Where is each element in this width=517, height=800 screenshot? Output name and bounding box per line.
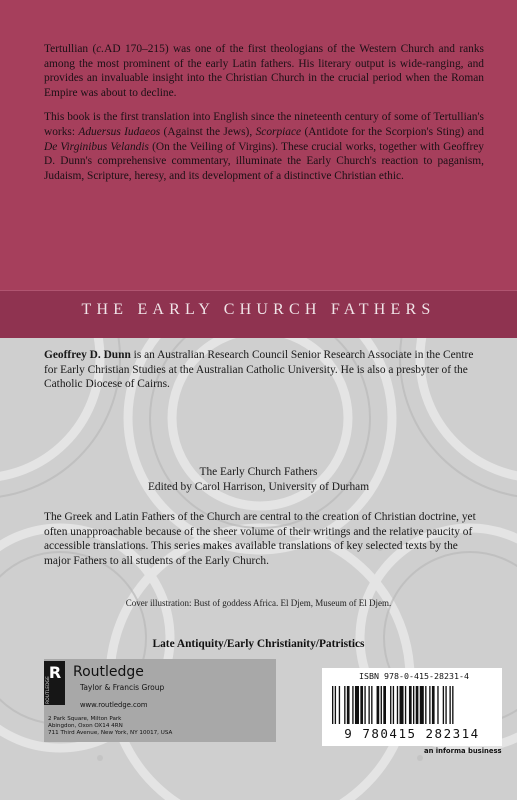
barcode-bar [437, 686, 438, 724]
publisher-address [48, 716, 172, 737]
barcode-bar [335, 686, 336, 724]
barcode-bar [405, 686, 406, 724]
barcode-bar [355, 686, 359, 724]
barcode-bar [397, 686, 398, 724]
publisher-url: www.routledge.com [80, 701, 148, 709]
barcode-bar [371, 686, 372, 724]
isbn-label: ISBN 978-0-415-28231-4 [359, 671, 469, 681]
work-title: De Virginibus Velandis [44, 140, 149, 153]
author-name: Geoffrey D. Dunn [44, 349, 131, 361]
series-band-title: THE EARLY CHURCH FATHERS [81, 301, 436, 318]
barcode-bar [445, 686, 446, 724]
barcode-bar [443, 686, 444, 724]
series-name: The Early Church Fathers [199, 466, 318, 478]
circa-abbr: c. [96, 43, 105, 55]
publisher-group: Taylor & Francis Group [80, 683, 165, 692]
address-line: 711 Third Avenue, New York, NY 10017, USA [48, 730, 173, 736]
barcode-bar [352, 686, 353, 724]
barcode-bar [364, 686, 365, 724]
subject-category: Late Antiquity/Early Christianity/Patristics [152, 638, 365, 650]
barcode-bar [360, 686, 363, 724]
barcode-bar [381, 686, 382, 724]
address-line: 2 Park Square, Milton Park [48, 716, 122, 722]
barcode-bar [368, 686, 369, 724]
address-line: Abingdon, Oxon OX14 4RN [48, 723, 123, 729]
cover-illustration-credit: Cover illustration: Bust of goddess Africa. El Djem, Museum of El Djem. [125, 598, 392, 608]
intro-text [44, 42, 484, 193]
series-editor: Edited by Carol Harrison, University of Durham [147, 481, 370, 493]
barcode-bar [339, 686, 340, 724]
work-title: Aduersus Iudaeos [78, 125, 161, 138]
series-description: The Greek and Latin Fathers of the Church are central to the creation of Christian doctrine, yet often unapproachable because of the sheer volume of their writings and the relative paucity of accessible translations. This series makes available translations of key selected texts by the major Fathers to all students of the Early Church. [44, 511, 476, 567]
barcode-bar [425, 686, 426, 724]
barcode-bar [390, 686, 391, 724]
intro-paragraph-1: Tertullian (c.AD 170–215) was one of the first theologians of the Western Church and ranks among the most prominent of the early Latin fathers. His literary output is wide-ranging, and provides an invaluable insight into the Christian Church in the crucial period when the Roman Empire was about to decline. [44, 43, 484, 99]
barcode-bar [452, 686, 453, 724]
intro-paragraph-2: This book is the first translation into English since the nineteenth century of some of Tertullian's works: Aduersus Iudaeos (Against the Jews), Scorpiace (Antidote for the Scorpion's Sting) and De Virginibus Velandis (On the Veiling of Virgins). These crucial works, together with Geoffrey D. Dunn's comprehensive commentary, illuminate the Early Church's reaction to paganism, Judaism, Scripture, heresy, and its development of a distinctive Christian ethic. [44, 111, 485, 182]
barcode-bar [400, 686, 404, 724]
barcode-bar [429, 686, 430, 724]
logo-letter-icon: R [48, 663, 62, 682]
barcode-bar [432, 686, 435, 724]
author-bio: Geoffrey D. Dunn is an Australian Research Council Senior Research Associate in the Centre for Early Christian Studies at the Australian Catholic University. He is also a presbyter of the Catholic Diocese of Cairns. [44, 349, 474, 391]
publisher-name: Routledge [73, 664, 144, 680]
barcode-bar [420, 686, 424, 724]
barcode-bar [377, 686, 380, 724]
barcode-bar [413, 686, 414, 724]
logo-wordmark: ROUTLEDGE [46, 676, 51, 704]
barcode-bar [393, 686, 394, 724]
informa-tagline: an informa business [424, 747, 502, 755]
barcode-bar [332, 686, 333, 724]
work-title: Scorpiace [255, 125, 302, 138]
barcode-bar [347, 686, 350, 724]
barcode-bar [449, 686, 450, 724]
barcode-bar [344, 686, 345, 724]
barcode-number: 9 780415 282314 [344, 726, 480, 741]
barcode-bar [409, 686, 412, 724]
ean-barcode-icon [330, 686, 498, 724]
barcode-bar [383, 686, 386, 724]
barcode-bar [416, 686, 419, 724]
